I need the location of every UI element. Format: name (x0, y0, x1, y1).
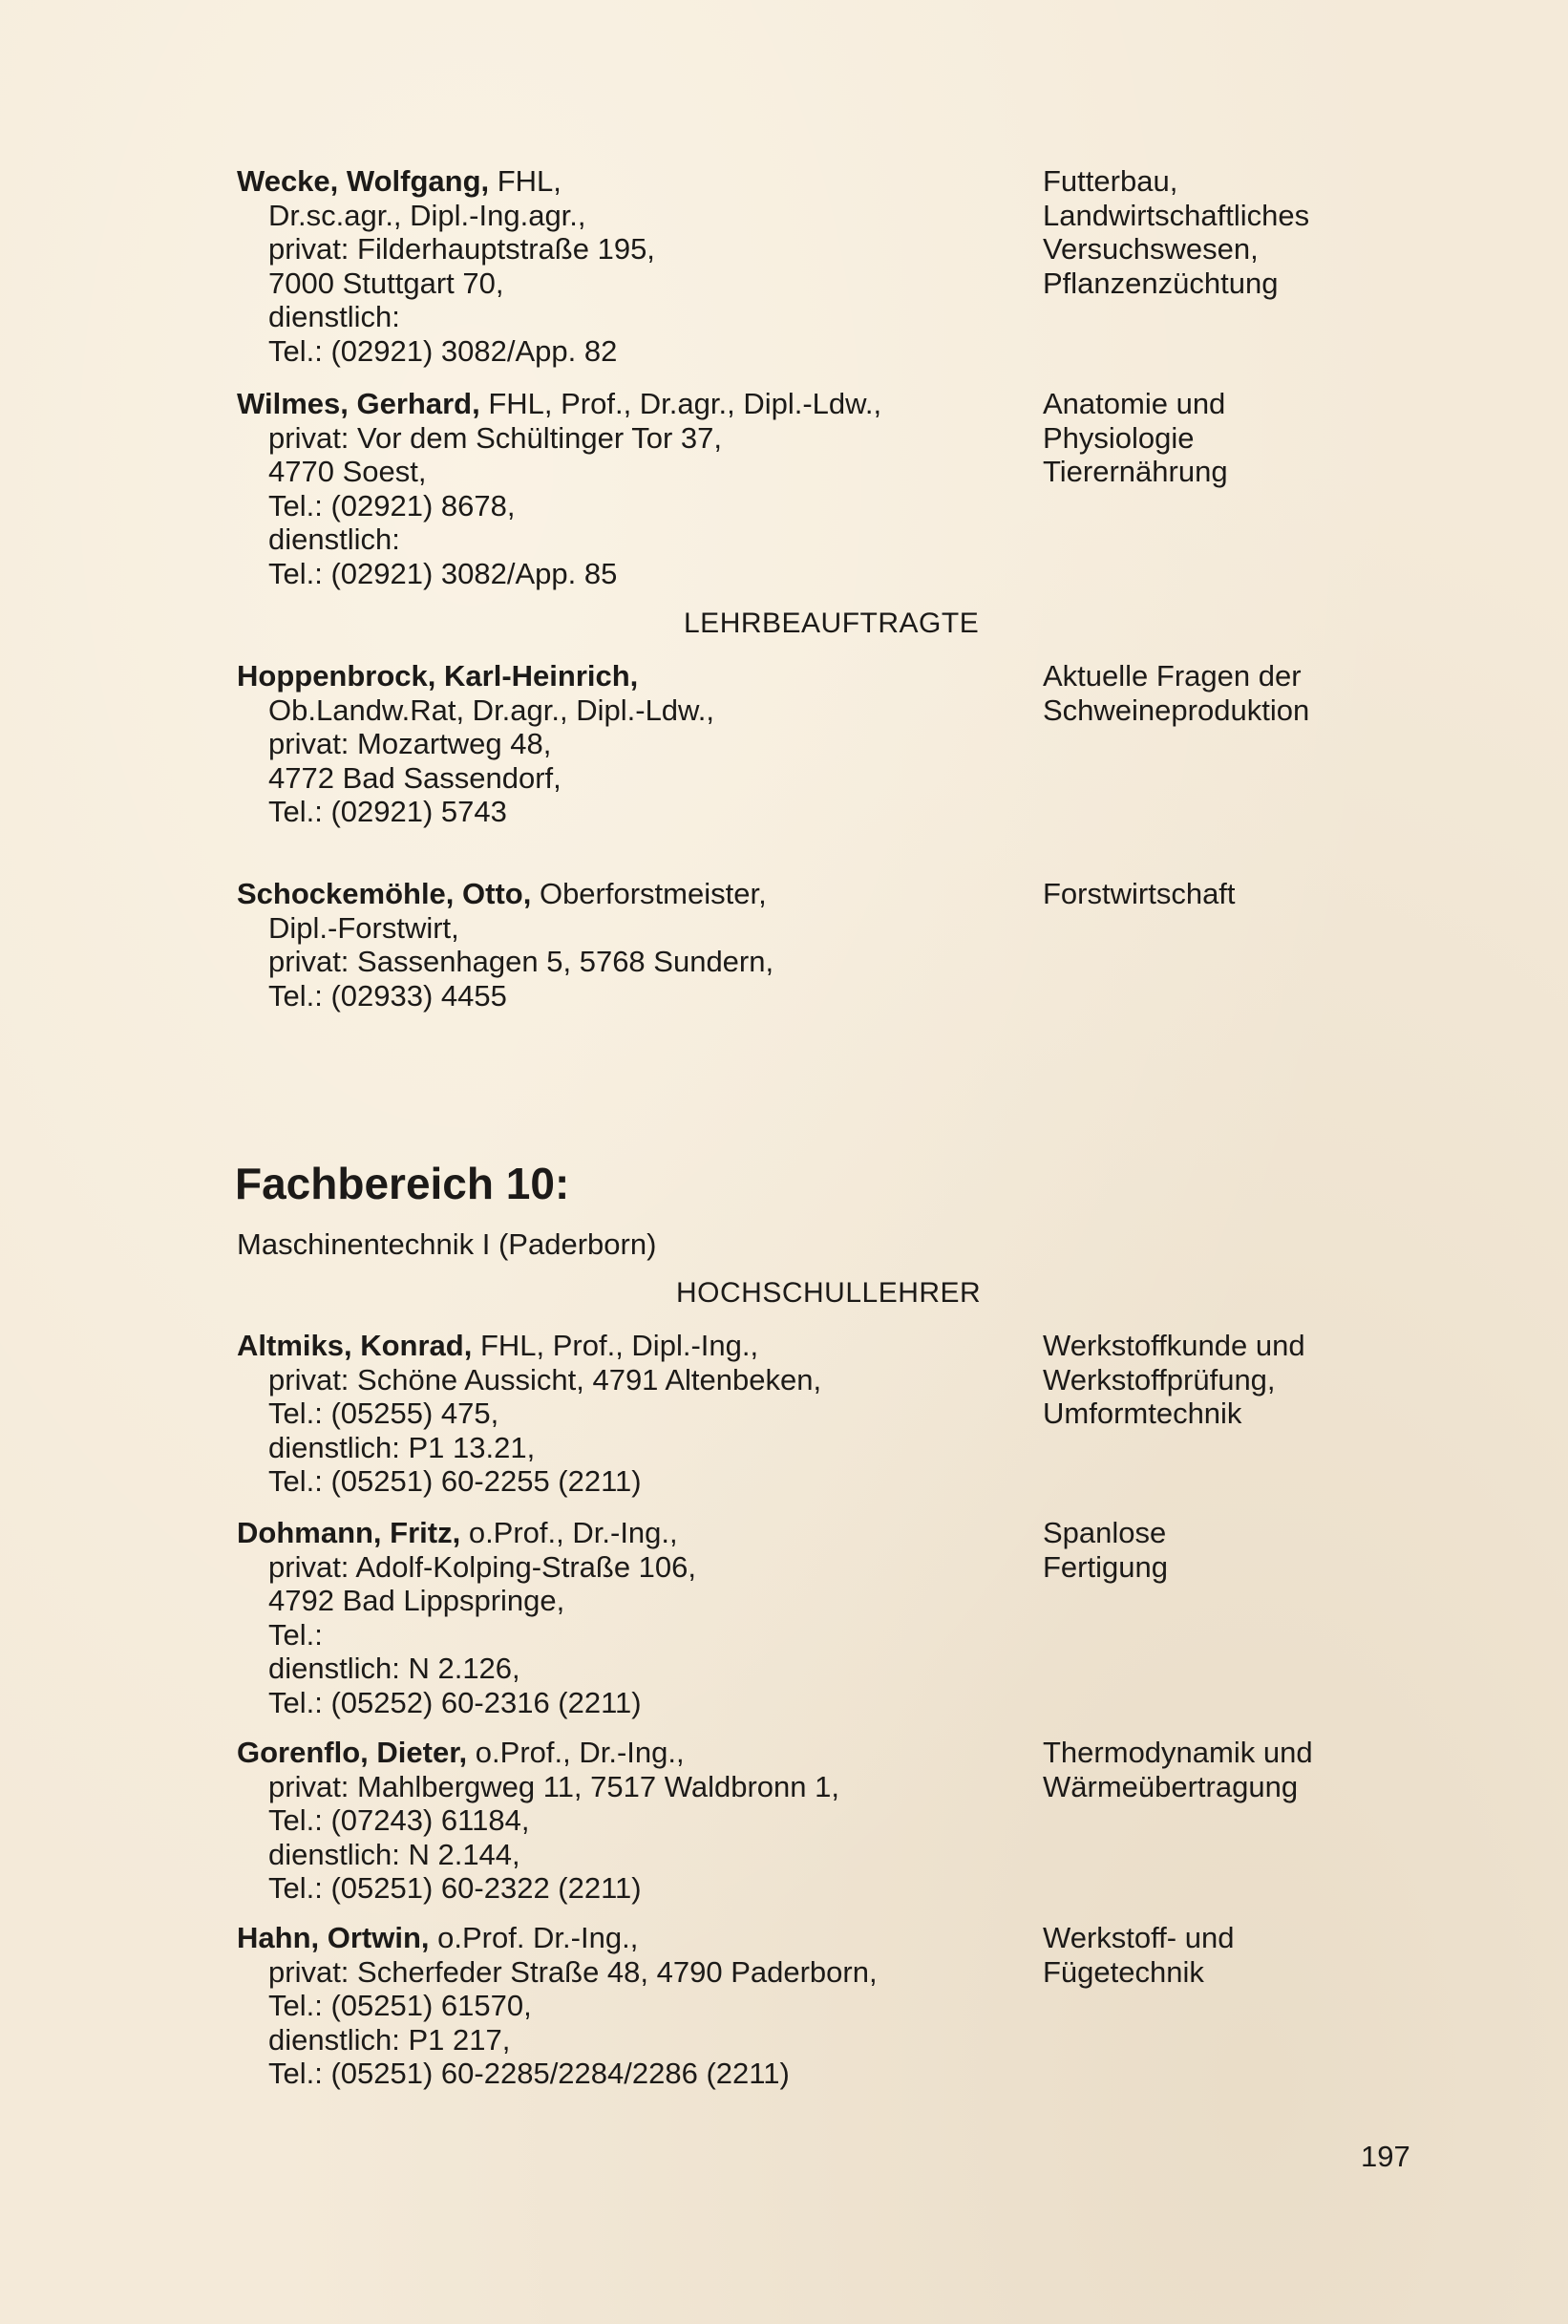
entry-subjects (1043, 877, 1539, 911)
subject-line: Anatomie und (1043, 387, 1226, 420)
entry-line: Dr.sc.agr., Dipl.-Ing.agr., (268, 198, 586, 232)
entry-subjects (1043, 1921, 1539, 1989)
subject-line: Futterbau, (1043, 164, 1178, 198)
subject-line: Aktuelle Fragen der (1043, 659, 1302, 693)
person-title: o.Prof., Dr.-Ing., (467, 1736, 685, 1769)
entry-line: Tel.: (05251) 61570, (268, 1989, 532, 2022)
entry-details (237, 1736, 1020, 1906)
person-name: Wilmes, Gerhard, (237, 387, 480, 420)
subject-line: Umformtechnik (1043, 1397, 1242, 1430)
person-title: FHL, Prof., Dipl.-Ing., (472, 1329, 759, 1362)
entry-details (237, 1516, 1020, 1719)
entry-line: 7000 Stuttgart 70, (268, 266, 504, 300)
entry-line: Tel.: (05251) 60-2322 (2211) (268, 1871, 642, 1905)
entry-details (237, 877, 1020, 1013)
person-name: Hoppenbrock, Karl-Heinrich, (237, 659, 639, 693)
person-name: Hahn, Ortwin, (237, 1921, 430, 1954)
entry-line: 4772 Bad Sassendorf, (268, 760, 562, 795)
person-name: Gorenflo, Dieter, (237, 1736, 468, 1769)
entry-line: privat: Adolf-Kolping-Straße 106, (268, 1549, 697, 1584)
entry-line: privat: Mahlbergweg 11, 7517 Waldbronn 1, (268, 1769, 839, 1803)
entry-line: Tel.: (02921) 3082/App. 85 (268, 556, 618, 590)
entry-line: dienstlich: (268, 522, 400, 556)
entry-details (237, 659, 1020, 829)
subject-line: Forstwirtschaft (1043, 877, 1236, 910)
entry-details (237, 1921, 1020, 2091)
entry-line: dienstlich: P1 217, (268, 2022, 511, 2057)
person-title: Oberforstmeister, (531, 877, 767, 910)
page-number: 197 (1361, 2140, 1410, 2173)
person-title: o.Prof., Dr.-Ing., (460, 1516, 678, 1549)
entry-line: privat: Scherfeder Straße 48, 4790 Paderborn, (268, 1954, 878, 1989)
entry-line: Tel.: (02921) 3082/App. 82 (268, 333, 618, 368)
subject-line: Physiologie (1043, 420, 1195, 455)
subject-line: Thermodynamik und (1043, 1736, 1313, 1769)
entry-line: Tel.: (05252) 60-2316 (2211) (268, 1685, 642, 1719)
entry-line: dienstlich: (268, 300, 400, 333)
entry-line: privat: Filderhauptstraße 195, (268, 232, 655, 266)
entry-line: privat: Mozartweg 48, (268, 727, 552, 760)
entry-subjects (1043, 1516, 1539, 1584)
person-name: Altmiks, Konrad, (237, 1329, 473, 1362)
subject-line: Wärmeübertragung (1043, 1769, 1299, 1803)
entry-subjects (1043, 1329, 1539, 1431)
subject-line: Tierernährung (1043, 455, 1228, 488)
subject-line: Werkstoff- und (1043, 1921, 1235, 1954)
entry-details (237, 1329, 1020, 1499)
subject-line: Schweineproduktion (1043, 693, 1310, 727)
fachbereich-heading: Fachbereich 10: (235, 1159, 570, 1208)
entry-line: Dipl.-Forstwirt, (268, 910, 459, 945)
entry-subjects (1043, 164, 1539, 300)
entry-line: Tel.: (02921) 8678, (268, 488, 516, 522)
subject-line: Werkstoffprüfung, (1043, 1362, 1276, 1397)
subject-line: Landwirtschaftliches (1043, 198, 1310, 232)
subject-line: Werkstoffkunde und (1043, 1329, 1305, 1362)
entry-line: Tel.: (268, 1617, 323, 1652)
entry-line: Tel.: (05251) 60-2285/2284/2286 (2211) (268, 2057, 790, 2090)
subject-line: Spanlose (1043, 1516, 1167, 1549)
entry-details (237, 387, 1020, 590)
entry-line: Tel.: (02921) 5743 (268, 795, 507, 828)
entry-line: dienstlich: N 2.126, (268, 1652, 520, 1685)
subject-line: Fertigung (1043, 1549, 1168, 1584)
person-title: FHL, (489, 164, 562, 198)
subject-line: Pflanzenzüchtung (1043, 266, 1279, 300)
person-name: Dohmann, Fritz, (237, 1516, 461, 1549)
entry-line: privat: Sassenhagen 5, 5768 Sundern, (268, 945, 774, 978)
entry-subjects (1043, 1736, 1539, 1803)
entry-line: dienstlich: N 2.144, (268, 1837, 520, 1871)
entry-line: Tel.: (05251) 60-2255 (2211) (268, 1464, 642, 1498)
person-name: Wecke, Wolfgang, (237, 164, 490, 198)
subject-line: Fügetechnik (1043, 1954, 1204, 1989)
entry-line: 4792 Bad Lippspringe, (268, 1584, 565, 1617)
entry-line: Ob.Landw.Rat, Dr.agr., Dipl.-Ldw., (268, 693, 714, 727)
entry-line: privat: Schöne Aussicht, 4791 Altenbeken, (268, 1362, 822, 1397)
entry-line: Tel.: (02933) 4455 (268, 978, 507, 1013)
entry-subjects (1043, 387, 1539, 489)
entry-line: Tel.: (07243) 61184, (268, 1803, 530, 1837)
entry-line: dienstlich: P1 13.21, (268, 1430, 536, 1464)
person-title: FHL, Prof., Dr.agr., Dipl.-Ldw., (479, 387, 882, 420)
entry-subjects (1043, 659, 1539, 727)
fachbereich-subtitle: Maschinentechnik I (Paderborn) (237, 1227, 657, 1261)
entry-line: privat: Vor dem Schültinger Tor 37, (268, 420, 723, 455)
section-label-lehrbeauftragte: LEHRBEAUFTRAGTE (684, 608, 980, 639)
entry-line: Tel.: (05255) 475, (268, 1397, 499, 1430)
person-name: Schockemöhle, Otto, (237, 877, 532, 910)
subject-line: Versuchswesen, (1043, 232, 1259, 266)
person-title: o.Prof. Dr.-Ing., (429, 1921, 639, 1954)
section-label-hochschullehrer: HOCHSCHULLEHRER (676, 1277, 982, 1309)
entry-line: 4770 Soest, (268, 455, 427, 488)
entry-details (237, 164, 1020, 368)
